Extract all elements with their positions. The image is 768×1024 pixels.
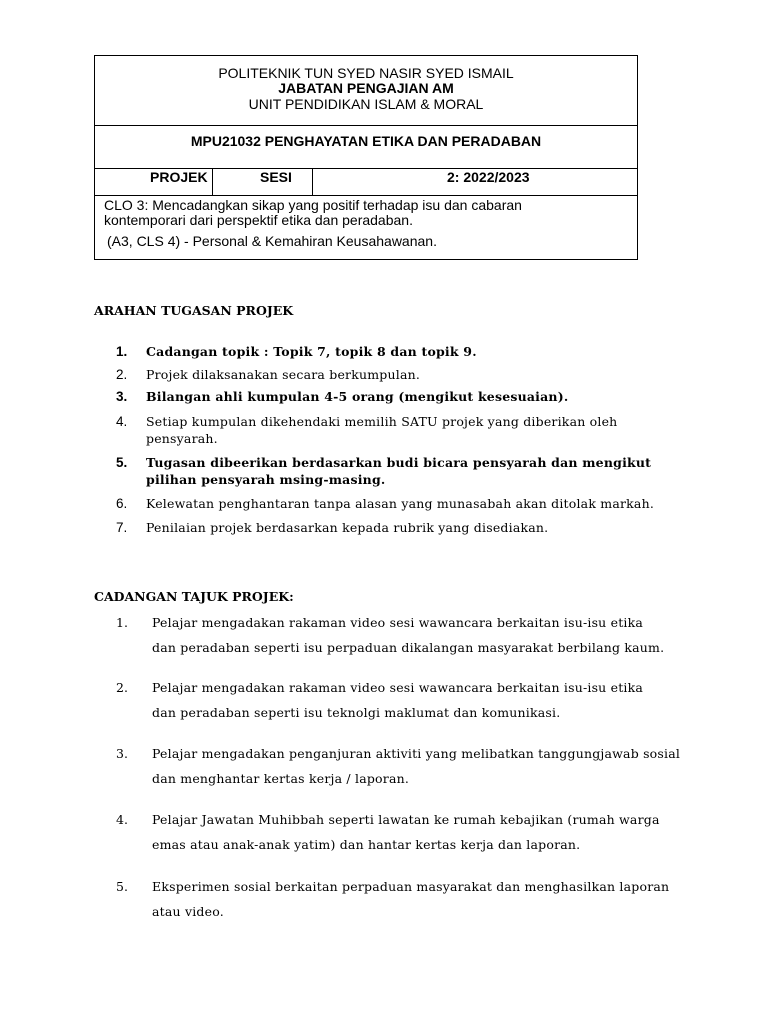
clo-line-2: kontemporari dari perspektif etika dan peradaban. bbox=[104, 212, 413, 228]
suggestion-number: 4. bbox=[116, 812, 128, 827]
suggestion-line-1: Pelajar mengadakan rakaman video sesi wawancara berkaitan isu-isu etika bbox=[152, 615, 644, 630]
list-item-text: Tugasan dibeerikan berdasarkan budi bicara pensyarah dan mengikut pilihan pensyarah msing-masing. bbox=[146, 455, 652, 487]
suggestion-number: 1. bbox=[116, 615, 128, 630]
list-item-number: 7. bbox=[116, 520, 128, 535]
list-item-number: 3. bbox=[116, 389, 128, 404]
department-name: JABATAN PENGAJIAN AM bbox=[278, 80, 454, 96]
list-item-number: 5. bbox=[116, 455, 128, 470]
institution-name: POLITEKNIK TUN SYED NASIR SYED ISMAIL bbox=[218, 65, 514, 81]
instructions-heading: ARAHAN TUGASAN PROJEK bbox=[94, 303, 294, 318]
table-divider bbox=[212, 168, 213, 195]
list-item-text: Penilaian projek berdasarkan kepada rubrik yang disediakan. bbox=[146, 520, 549, 535]
table-divider bbox=[95, 195, 637, 196]
suggestion-number: 2. bbox=[116, 680, 128, 695]
clo-line-1: CLO 3: Mencadangkan sikap yang positif terhadap isu dan cabaran bbox=[104, 197, 522, 213]
unit-name: UNIT PENDIDIKAN ISLAM & MORAL bbox=[248, 96, 484, 112]
suggestion-line-2: atau video. bbox=[152, 904, 224, 919]
clo-line-3: (A3, CLS 4) - Personal & Kemahiran Keusahawanan. bbox=[107, 233, 437, 249]
suggestions-heading: CADANGAN TAJUK PROJEK: bbox=[94, 589, 294, 604]
suggestion-line-1: Pelajar Jawatan Muhibbah seperti lawatan ke rumah kebajikan (rumah warga bbox=[152, 812, 660, 827]
table-divider bbox=[312, 168, 313, 195]
suggestion-line-1: Pelajar mengadakan rakaman video sesi wawancara berkaitan isu-isu etika bbox=[152, 680, 644, 695]
suggestion-line-2: dan peradaban seperti isu teknolgi maklumat dan komunikasi. bbox=[152, 705, 561, 720]
list-item-text: Projek dilaksanakan secara berkumpulan. bbox=[146, 367, 421, 382]
suggestion-line-2: dan peradaban seperti isu perpaduan dikalangan masyarakat berbilang kaum. bbox=[152, 640, 665, 655]
list-item-text: Setiap kumpulan dikehendaki memilih SATU projek yang diberikan oleh pensyarah. bbox=[146, 414, 618, 446]
suggestion-line-2: emas atau anak-anak yatim) dan hantar kertas kerja dan laporan. bbox=[152, 837, 581, 852]
list-item-text: Bilangan ahli kumpulan 4-5 orang (mengikut kesesuaian). bbox=[146, 389, 569, 404]
list-item-text: Kelewatan penghantaran tanpa alasan yang munasabah akan ditolak markah. bbox=[146, 496, 654, 511]
suggestion-line-1: Eksperimen sosial berkaitan perpaduan masyarakat dan menghasilkan laporan bbox=[152, 879, 670, 894]
sesi-value: 2: 2022/2023 bbox=[447, 169, 530, 185]
list-item-number: 6. bbox=[116, 496, 128, 511]
projek-label: PROJEK bbox=[150, 169, 208, 185]
course-title: MPU21032 PENGHAYATAN ETIKA DAN PERADABAN bbox=[190, 133, 542, 149]
list-item-number: 1. bbox=[116, 344, 128, 359]
suggestion-number: 3. bbox=[116, 746, 128, 761]
list-item-number: 4. bbox=[116, 414, 128, 429]
sesi-label: SESI bbox=[260, 169, 292, 185]
suggestion-line-2: dan menghantar kertas kerja / laporan. bbox=[152, 771, 410, 786]
suggestion-line-1: Pelajar mengadakan penganjuran aktiviti yang melibatkan tanggungjawab sosial bbox=[152, 746, 681, 761]
header-table bbox=[94, 55, 638, 260]
suggestion-number: 5. bbox=[116, 879, 128, 894]
list-item-number: 2. bbox=[116, 367, 128, 382]
table-divider bbox=[95, 125, 637, 126]
list-item-text: Cadangan topik : Topik 7, topik 8 dan topik 9. bbox=[146, 344, 477, 359]
